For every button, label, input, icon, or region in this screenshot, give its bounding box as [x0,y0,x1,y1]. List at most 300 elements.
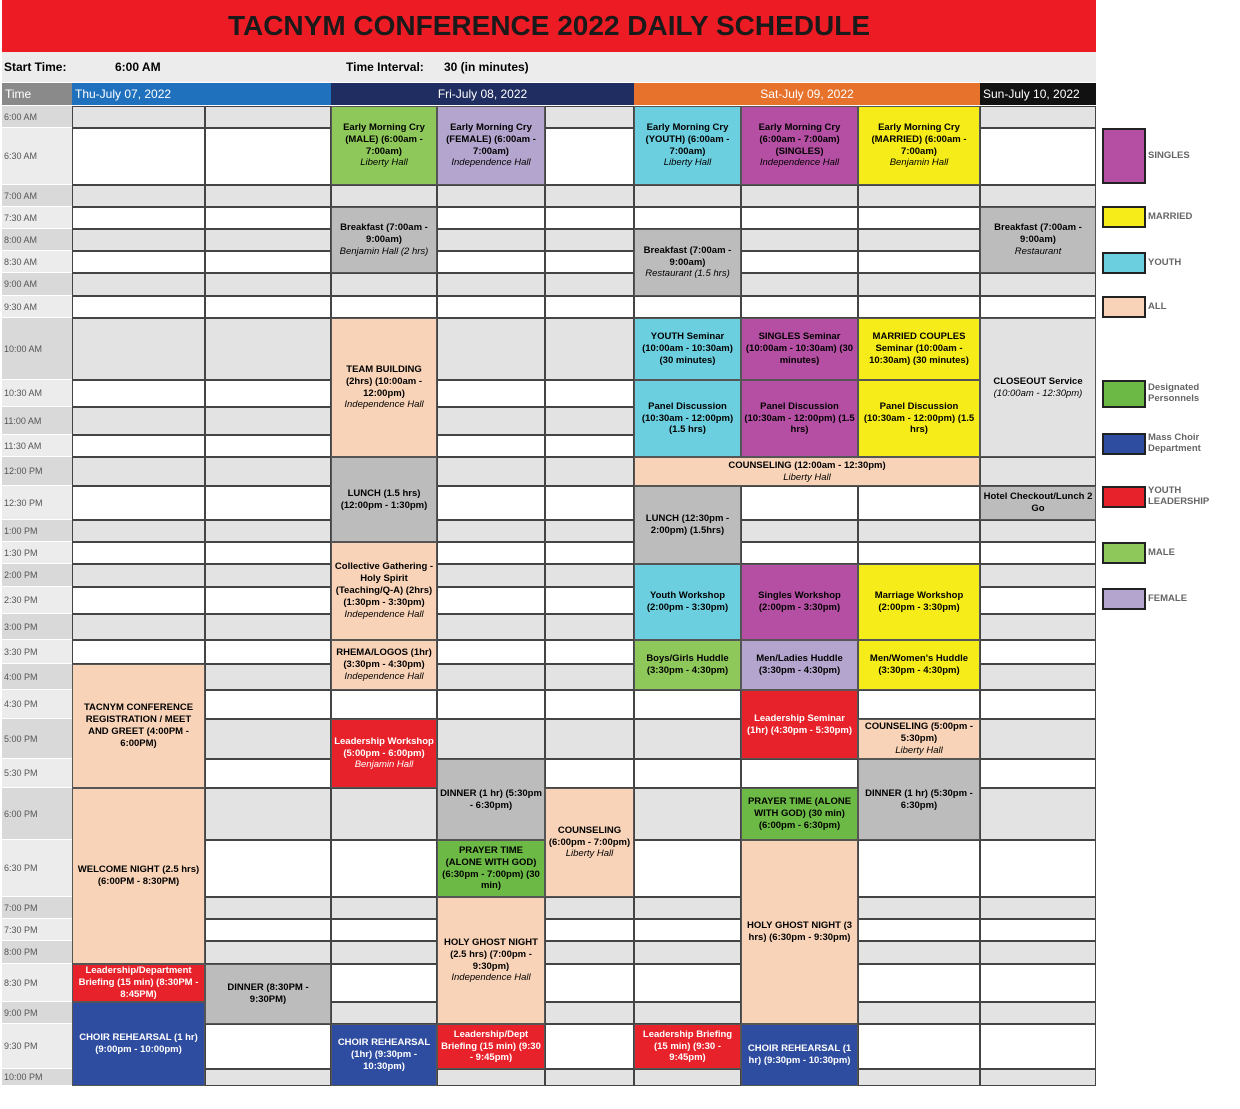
event-title: Leadership/Department Briefing (15 min) (8:30PM - 8:45PM) [78,965,199,1000]
event-location: Benjamin Hall (2 hrs) [339,245,429,257]
schedule-cell [634,207,741,229]
schedule-cell [741,759,858,788]
event-title: PRAYER TIME (ALONE WITH GOD) (6:30pm - 7:00pm) (30 min) [442,844,540,892]
schedule-cell [634,1069,741,1086]
schedule-cell [331,788,437,840]
time-slot-label: 1:00 PM [2,520,72,542]
schedule-event[interactable] [858,759,980,840]
schedule-cell [545,435,634,457]
legend-swatch [1102,296,1146,318]
schedule-cell [205,664,331,690]
schedule-cell [331,897,437,919]
legend-label: YOUTH LEADERSHIP [1148,485,1210,508]
event-title: CHOIR REHEARSAL (1 hr) (9:00pm - 10:00pm) [79,1032,198,1055]
time-slot-label: 4:30 PM [2,690,72,719]
schedule-cell [331,919,437,941]
schedule-cell [545,318,634,380]
schedule-cell [741,229,858,251]
schedule-cell [72,435,205,457]
event-title: Early Morning Cry (FEMALE) (6:00am - 7:00am) [446,121,536,157]
schedule-cell [545,128,634,185]
schedule-cell [634,897,741,919]
time-slot-label: 10:30 AM [2,380,72,407]
start-time-label: Start Time: [4,60,67,74]
schedule-cell [72,407,205,435]
time-slot-label: 7:30 PM [2,919,72,941]
schedule-cell [545,587,634,614]
schedule-cell [72,564,205,587]
schedule-event[interactable] [437,840,545,897]
legend-label: SINGLES [1148,150,1190,161]
time-slot-label: 7:00 AM [2,185,72,207]
event-title: Breakfast (7:00am - 9:00am) [643,244,732,268]
schedule-cell [545,273,634,296]
schedule-cell [545,185,634,207]
event-location: Liberty Hall [895,744,943,756]
schedule-cell [741,185,858,207]
time-slot-label: 10:00 AM [2,318,72,380]
schedule-event[interactable] [741,690,858,759]
time-slot-label: 8:30 AM [2,251,72,273]
event-title: HOLY GHOST NIGHT (3 hrs) (6:30pm - 9:30pm) [746,920,853,943]
schedule-cell [741,520,858,542]
time-slot-label: 6:00 PM [2,788,72,840]
schedule-cell [437,251,545,273]
schedule-event[interactable] [205,964,331,1024]
schedule-cell [858,1024,980,1069]
time-slot-label: 12:00 PM [2,457,72,486]
schedule-cell [858,840,980,897]
time-slot-label: 8:00 PM [2,941,72,964]
schedule-cell [980,840,1096,897]
time-slot-label: 1:30 PM [2,542,72,564]
schedule-event[interactable] [437,106,545,185]
schedule-cell [437,457,545,486]
legend-label: ALL [1148,301,1167,312]
schedule-cell [545,1069,634,1086]
schedule-cell [980,788,1096,840]
legend-label: MARRIED [1148,211,1193,222]
schedule-cell [72,128,205,185]
schedule-event[interactable] [331,207,437,273]
event-title: MARRIED COUPLES Seminar (10:00am - 10:30am) (30 minutes) [869,331,969,366]
schedule-cell [634,964,741,1002]
event-location: Liberty Hall [663,157,712,169]
schedule-cell [980,564,1096,587]
event-title: COUNSELING (12:00am - 12:30pm) [728,459,886,471]
time-slot-label: 9:30 AM [2,296,72,318]
schedule-cell [331,296,437,318]
schedule-cell [72,185,205,207]
schedule-cell [72,296,205,318]
event-location: Independence Hall [344,399,424,411]
schedule-cell [72,542,205,564]
event-title: Youth Workshop (2:00pm - 3:30pm) [646,590,729,613]
schedule-cell [205,919,331,941]
schedule-event[interactable] [980,486,1096,520]
schedule-cell [545,380,634,407]
schedule-event[interactable] [634,1024,741,1069]
schedule-event[interactable] [634,318,741,380]
schedule-cell [205,185,331,207]
schedule-cell [437,542,545,564]
schedule-cell [858,919,980,941]
schedule-cell [72,640,205,664]
legend-swatch [1102,433,1146,455]
schedule-cell [72,273,205,296]
schedule-cell [545,296,634,318]
schedule-event[interactable] [741,564,858,640]
schedule-cell [980,964,1096,1002]
schedule-event[interactable] [858,719,980,759]
schedule-cell [205,840,331,897]
schedule-cell [634,1002,741,1024]
schedule-cell [437,185,545,207]
schedule-cell [980,690,1096,719]
schedule-cell [205,273,331,296]
schedule-cell [205,542,331,564]
event-title: TACNYM CONFERENCE REGISTRATION / MEET AND GREET (4:00PM - 6:00PM) [83,702,194,749]
schedule-event[interactable] [72,964,205,1002]
schedule-event[interactable] [437,897,545,1024]
event-title: Breakfast (7:00am - 9:00am) [994,222,1082,246]
event-location: Liberty Hall [360,157,408,169]
schedule-cell [858,251,980,273]
time-slot-label: 7:30 AM [2,207,72,229]
schedule-cell [331,941,437,964]
schedule-cell [980,1002,1096,1024]
schedule-cell [72,318,205,380]
schedule-event[interactable] [741,840,858,1024]
schedule-cell [331,1002,437,1024]
event-title: DINNER (1 hr) (5:30pm - 6:30pm) [440,787,542,811]
event-location: Benjamin Hall [889,157,949,169]
schedule-event[interactable] [634,640,741,690]
event-title: Collective Gathering - Holy Spirit (Teaching/Q-A) (2hrs) (1:30pm - 3:30pm) [334,561,434,608]
schedule-cell [980,296,1096,318]
event-title: PRAYER TIME (ALONE WITH GOD) (30 min) (6:00pm - 6:30pm) [747,796,852,831]
schedule-event[interactable] [634,229,741,296]
schedule-cell [858,229,980,251]
schedule-cell [980,457,1096,486]
day-header: Thu-July 07, 2022 [72,83,331,105]
schedule-cell [205,435,331,457]
event-title: LUNCH (12:30pm - 2:00pm) (1.5hrs) [645,513,730,536]
schedule-cell [634,919,741,941]
schedule-cell [545,614,634,640]
event-title: Marriage Workshop (2:00pm - 3:30pm) [874,590,964,613]
schedule-cell [858,1002,980,1024]
schedule-event[interactable] [980,207,1096,273]
schedule-cell [545,542,634,564]
time-slot-label: 6:30 AM [2,128,72,185]
schedule-cell [72,457,205,486]
legend-swatch [1102,588,1146,610]
schedule-cell [545,457,634,486]
schedule-cell [634,719,741,759]
event-title: Men/Women's Huddle (3:30pm - 4:30pm) [869,653,969,676]
schedule-event[interactable] [437,1024,545,1069]
schedule-event[interactable] [331,106,437,185]
event-title: CLOSEOUT Service [993,375,1083,387]
schedule-cell [205,457,331,486]
day-header: Sat-July 09, 2022 [634,83,980,105]
schedule-cell [205,719,331,759]
event-title: Early Morning Cry (YOUTH) (6:00am - 7:00am) [645,121,730,157]
time-slot-label: 11:30 AM [2,435,72,457]
event-title: DINNER (1 hr) (5:30pm - 6:30pm) [865,787,973,811]
schedule-cell [858,964,980,1002]
schedule-event[interactable] [858,640,980,690]
event-title: Early Morning Cry (MALE) (6:00am - 7:00am) [343,121,425,157]
schedule-cell [437,719,545,759]
event-location: Independence Hall [451,972,531,984]
event-title: COUNSELING (6:00pm - 7:00pm) [548,824,631,848]
schedule-cell [545,1024,634,1069]
schedule-cell [545,941,634,964]
event-title: Boys/Girls Huddle (3:30pm - 4:30pm) [646,653,729,676]
schedule-cell [437,1069,545,1086]
schedule-cell [205,587,331,614]
schedule-cell [437,435,545,457]
legend-swatch [1102,206,1146,228]
schedule-cell [980,614,1096,640]
schedule-cell [858,897,980,919]
legend-swatch [1102,542,1146,564]
schedule-event[interactable] [331,457,437,542]
day-header: Sun-July 10, 2022 [980,83,1096,105]
schedule-event[interactable] [741,1024,858,1086]
schedule-event[interactable] [331,542,437,640]
schedule-cell [545,1002,634,1024]
schedule-cell [72,380,205,407]
schedule-event[interactable] [858,380,980,457]
schedule-event[interactable] [331,318,437,457]
schedule-cell [205,1024,331,1069]
schedule-event[interactable] [634,106,741,185]
schedule-cell [72,251,205,273]
schedule-cell [205,318,331,380]
schedule-cell [858,273,980,296]
event-title: SINGLES Seminar (10:00am - 10:30am) (30 minutes) [745,331,854,366]
schedule-cell [437,564,545,587]
time-slot-label: 3:30 PM [2,640,72,664]
schedule-cell [858,941,980,964]
event-title: Early Morning Cry (6:00am - 7:00am) (SINGLES) [758,121,841,157]
schedule-cell [741,273,858,296]
event-location: Restaurant [1014,245,1062,257]
schedule-cell [980,273,1096,296]
schedule-event[interactable] [741,640,858,690]
legend-label: MALE [1148,547,1175,558]
event-location: Independence Hall [344,608,424,620]
schedule-cell [205,207,331,229]
schedule-cell [437,296,545,318]
schedule-cell [72,614,205,640]
schedule-cell [437,640,545,664]
schedule-event[interactable] [331,1024,437,1086]
schedule-event[interactable] [741,106,858,185]
event-title: Men/Ladies Huddle (3:30pm - 4:30pm) [756,653,843,676]
event-title: WELCOME NIGHT (2.5 hrs) (6:00PM - 8:30PM) [77,864,200,887]
event-location: Liberty Hall [783,471,831,483]
schedule-cell [437,520,545,542]
day-header: Time [2,83,72,105]
schedule-cell [545,897,634,919]
event-title: Leadership Briefing (15 min) (9:30 - 9:45pm) [642,1028,733,1064]
schedule-cell [545,759,634,788]
schedule-cell [545,719,634,759]
schedule-cell [634,840,741,897]
schedule-cell [72,486,205,520]
schedule-cell [72,229,205,251]
schedule-cell [437,273,545,296]
schedule-event[interactable] [545,788,634,897]
time-slot-label: 9:30 PM [2,1024,72,1069]
schedule-cell [437,690,545,719]
time-slot-label: 11:00 AM [2,407,72,435]
schedule-cell [205,788,331,840]
schedule-event[interactable] [741,788,858,840]
event-location: (10:00am - 12:30pm) [993,387,1083,399]
schedule-cell [437,380,545,407]
schedule-cell [331,964,437,1002]
schedule-cell [205,690,331,719]
schedule-cell [205,759,331,788]
schedule-cell [437,229,545,251]
event-title: YOUTH Seminar (10:00am - 10:30am) (30 minutes) [642,331,733,366]
legend-swatch [1102,128,1146,184]
schedule-cell [437,587,545,614]
schedule-event[interactable] [331,719,437,788]
event-location: Independence Hall [344,670,424,682]
schedule-cell [980,587,1096,614]
schedule-event[interactable] [980,318,1096,457]
schedule-cell [545,640,634,664]
schedule-cell [980,897,1096,919]
event-title: Leadership Seminar (1hr) (4:30pm - 5:30pm) [746,712,853,736]
event-location: Liberty Hall [565,848,614,860]
schedule-event[interactable] [437,759,545,840]
event-title: Panel Discussion (10:30am - 12:00pm) (1.5 hrs) [744,400,855,436]
schedule-cell [331,690,437,719]
schedule-cell [858,207,980,229]
event-location: Restaurant (1.5 hrs) [645,268,730,280]
time-slot-label: 9:00 AM [2,273,72,296]
legend-label: Designated Personnels [1148,382,1200,405]
schedule-event[interactable] [858,564,980,640]
schedule-cell [205,407,331,435]
schedule-cell [545,564,634,587]
schedule-cell [980,941,1096,964]
schedule-cell [205,229,331,251]
schedule-cell [545,251,634,273]
schedule-event[interactable] [858,106,980,185]
schedule-cell [437,318,545,380]
event-location: Independence Hall [759,157,840,169]
schedule-cell [205,614,331,640]
schedule-cell [741,251,858,273]
legend-swatch [1102,486,1146,508]
event-title: TEAM BUILDING (2hrs) (10:00am - 12:00pm) [345,363,423,399]
event-title: Hotel Checkout/Lunch 2 Go [983,491,1093,514]
event-title: Panel Discussion (10:30am - 12:00pm) (1.5 hrs) [863,400,975,436]
schedule-event[interactable] [72,1002,205,1086]
legend-label: FEMALE [1148,593,1188,604]
schedule-event[interactable] [741,380,858,457]
schedule-cell [545,520,634,542]
schedule-cell [205,1069,331,1086]
schedule-cell [634,788,741,840]
time-slot-label: 6:30 PM [2,840,72,897]
schedule-cell [545,690,634,719]
schedule-event[interactable] [634,564,741,640]
time-slot-label: 2:00 PM [2,564,72,587]
time-slot-label: 3:00 PM [2,614,72,640]
schedule-cell [331,840,437,897]
event-title: LUNCH (1.5 hrs) (12:00pm - 1:30pm) [340,487,428,511]
schedule-event[interactable] [634,486,741,564]
schedule-cell [980,1024,1096,1069]
time-slot-label: 4:00 PM [2,664,72,690]
schedule-event[interactable] [72,664,205,788]
schedule-cell [72,587,205,614]
schedule-event[interactable] [331,640,437,690]
schedule-cell [858,185,980,207]
event-title: COUNSELING (5:00pm - 5:30pm) [864,721,974,745]
schedule-cell [980,664,1096,690]
schedule-cell [205,251,331,273]
legend-label: Mass Choir Department [1148,432,1201,455]
event-title: RHEMA/LOGOS (1hr) (3:30pm - 4:30pm) [336,647,432,671]
schedule-cell [980,759,1096,788]
event-location: Independence Hall [451,157,531,169]
time-slot-label: 8:30 PM [2,964,72,1002]
schedule-event[interactable] [634,457,980,486]
schedule-cell [205,520,331,542]
schedule-cell [331,185,437,207]
schedule-cell [980,919,1096,941]
page-title: TACNYM CONFERENCE 2022 DAILY SCHEDULE [2,0,1096,52]
schedule-cell [205,564,331,587]
schedule-cell [205,897,331,919]
schedule-event[interactable] [741,318,858,380]
time-slot-label: 9:00 PM [2,1002,72,1024]
schedule-cell [205,941,331,964]
schedule-cell [980,106,1096,128]
time-slot-label: 2:30 PM [2,587,72,614]
schedule-cell [205,380,331,407]
schedule-cell [980,520,1096,542]
schedule-cell [858,296,980,318]
event-title: Singles Workshop (2:00pm - 3:30pm) [758,590,841,613]
schedule-event[interactable] [858,318,980,380]
interval-label: Time Interval: [346,60,424,74]
legend-swatch [1102,380,1146,408]
event-location: Benjamin Hall [354,759,414,771]
schedule-cell [634,690,741,719]
schedule-cell [980,640,1096,664]
schedule-cell [980,542,1096,564]
schedule-cell [205,128,331,185]
schedule-cell [980,1069,1096,1086]
event-title: CHOIR REHEARSAL (1hr) (9:30pm - 10:30pm) [337,1037,431,1072]
schedule-cell [545,106,634,128]
legend-swatch [1102,252,1146,274]
schedule-event[interactable] [634,380,741,457]
schedule-event[interactable] [72,788,205,964]
event-title: HOLY GHOST NIGHT (2.5 hrs) (7:00pm - 9:30pm) [444,936,538,972]
